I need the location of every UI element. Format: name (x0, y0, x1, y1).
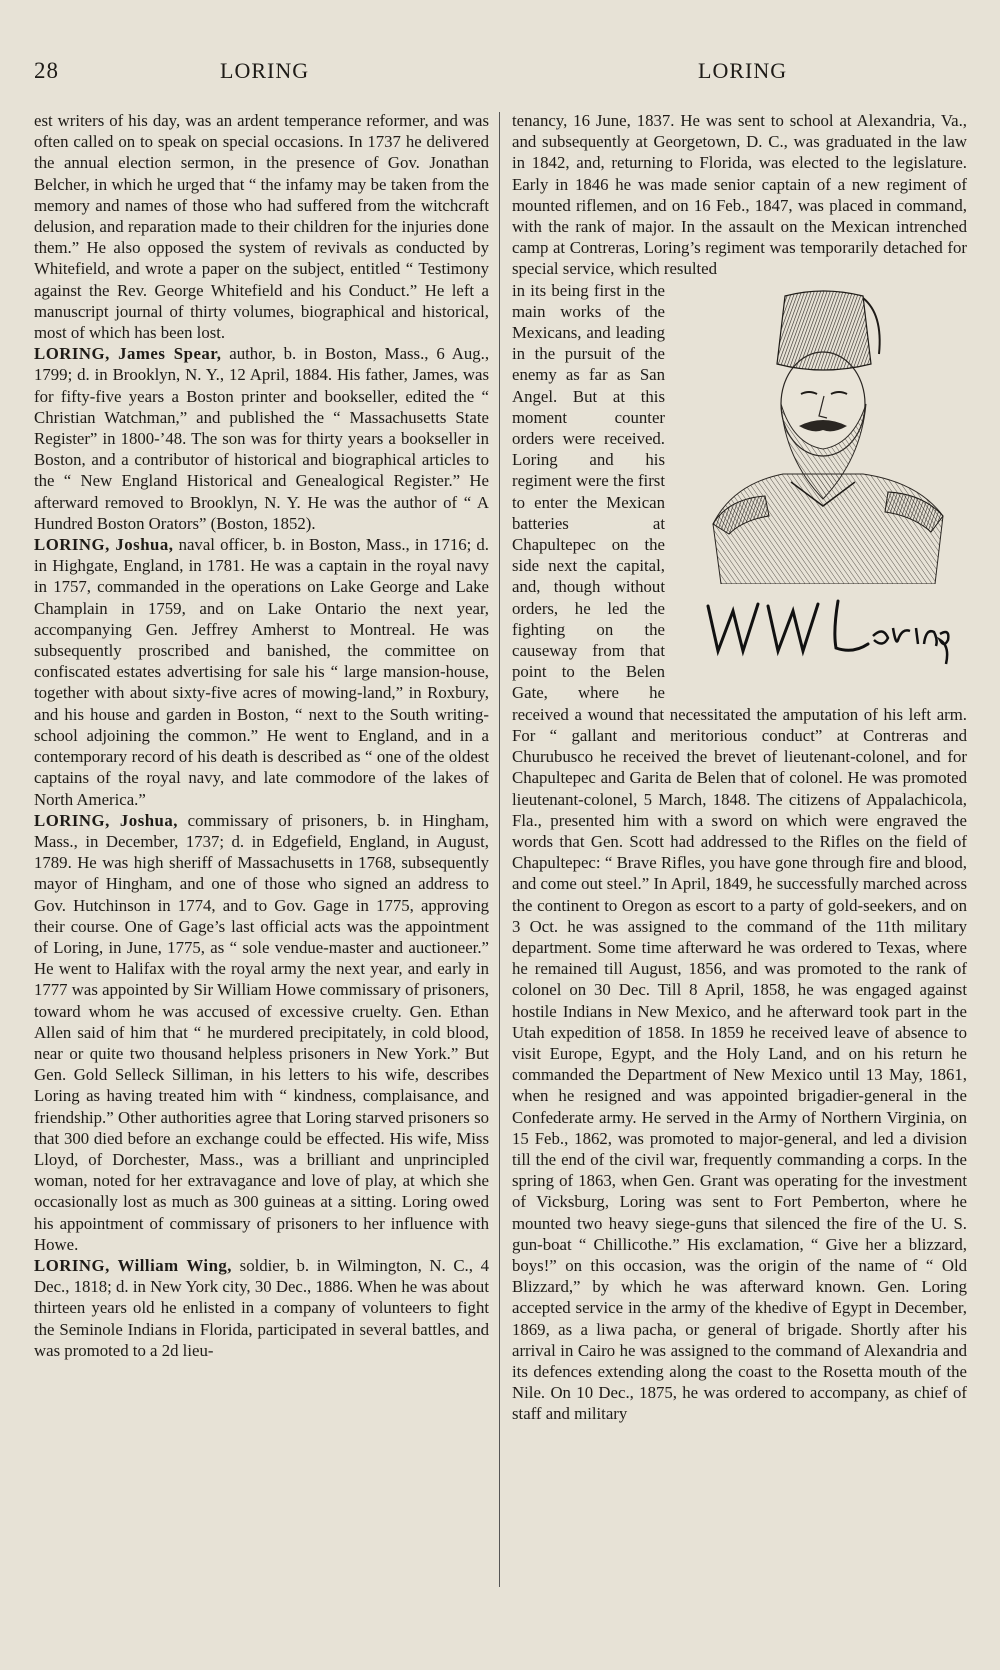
entry-james-spear-loring (34, 343, 489, 534)
left-column (34, 110, 489, 1655)
entry-text-before-portrait: tenancy, 16 June, 1837. He was sent to school at Alexandria, Va., and subsequently at Georgetown, D. C., was graduated in the law in 1842, and, returning to Florida, was elected to the legislature. Early in 1846 he was made senior captain of a new regiment of mounted riflemen, and on 16 Feb., 1847, was placed in command, with the rank of major. In the assault on the Mexican intrenched camp at Contreras, Loring’s regiment was temporarily detached for special service, which resulted (512, 111, 967, 279)
portrait-figure (673, 284, 967, 689)
column-divider (499, 112, 500, 1587)
entry-text: commissary of prisoners, b. in Hingham, Mass., in December, 1737; d. in Edgefield, England, in August, 1789. He was high sheriff of Massachusetts in 1768, subsequently mayor of Hingham, and one of those who signed an address to Gov. Hutchinson in 1774, and to Gov. Gage in 1775, approving their course. One of Gage’s last official acts was the appointment of Loring, in June, 1775, as “ sole vendue-master and auctioneer.” He went to Halifax with the royal army the next year, and early in 1777 was appointed by Sir William Howe commissary of prisoners, toward whom he was accused of excessive cruelty. Gen. Ethan Allen said of him that “ he murdered precipitately, in cold blood, near or quite two thousand helpless prisoners in New York.” But Gen. Gold Selleck Silliman, in his letters to his wife, describes Loring as having treated him with “ kindness, complaisance, and friendship.” Other authorities agree that Loring starved prisoners so that 300 died before an exchange could be effected. His wife, Miss Lloyd, of Dorchester, Mass., was a brilliant and unprincipled woman, noted for her extravagance and love of play, at which she occasionally lost as much as 300 guineas at a sitting. Loring owed his appointment of commissary of prisoners to her influence with Howe. (34, 810, 489, 1254)
entry-text: est writers of his day, was an ardent temperance reformer, and was often called on to speak on special occasions. In 1737 he delivered the annual election sermon, in the presence of Gov. Jonathan Belcher, in which he urged that “ the infamy may be taken from the memory and names of those who had suffered from the witchcraft delusion, and reparation made to their children for the injuries done them.” He also opposed the system of revivals as conducted by Whitefield, and wrote a paper on the subject, entitled “ Testimony against the Rev. George Whitefield and his Conduct.” He left a manuscript journal of thirty volumes, biographical and historical, most of which has been lost. (34, 111, 489, 343)
entry-joshua-loring-commissary (34, 810, 489, 1255)
entry-text: naval officer, b. in Boston, Mass., in 1716; d. in Highgate, England, in 1781. He was a captain in the royal navy in 1757, commanded in the operations on Lake George and Lake Champlain in 1759, and on Lake Ontario the next year, accompanying Gen. Jeffrey Amherst to Montreal. He was subsequently proscribed and banished, the committee on confiscated estates advertising for sale his “ large mansion-house, together with about sixty-five acres of mowing-land,” in Roxbury, and his house and garden in Boston, “ next to the South writing-school adjoining the common.” He went to England, and in a contemporary record of his death is described as “ one of the oldest captains of the royal navy, and late commodore of the lakes of North America.” (34, 535, 489, 809)
entry-text: author, b. in Boston, Mass., 6 Aug., 1799; d. in Brooklyn, N. Y., 12 April, 1884. His father, James, was for fifty-five years a Boston printer and bookseller, edited the “ Christian Watchman,” and published the “ Massachusetts State Register” in 1800-’48. The son was for thirty years a bookseller in Boston, and a contributor of historical and biographical articles to the “ New England Historical and Genealogical Register.” He afterward removed to Brooklyn, N. Y. He was the author of “ A Hundred Boston Orators” (Boston, 1852). (34, 344, 489, 533)
entry-joshua-loring-naval (34, 534, 489, 810)
engraved-portrait-icon (673, 284, 967, 584)
entry-headword: LORING, Joshua, (34, 810, 178, 830)
entry-text: soldier, b. in Wilmington, N. C., 4 Dec., 1818; d. in New York city, 30 Dec., 1886. When he was about thirteen years old he enlisted in a company of volunteers to fight the Seminole Indians in Florida, participated in several battles, and was promoted to a 2d lieu- (34, 1255, 489, 1360)
entry-continuation (34, 110, 489, 343)
entry-headword: LORING, James Spear, (34, 344, 222, 364)
entry-headword: LORING, Joshua, (34, 535, 174, 555)
page-number: 28 (34, 58, 59, 83)
entry-text-after-portrait: in its being first in the main works of the Mexicans, and leading in the pursuit of the enemy as far as San Angel. But at this moment counter orders were received. Loring and his regiment were the first to enter the Mexican batteries at Chapultepec on the side next the capital, and, though without orders, he led the fighting on the causeway from that point to the Belen Gate, where he received a wound that necessitated the amputation of his left arm. For “ gallant and meritorious conduct” at Contreras and Churubusco he received the brevet of lieutenant-colonel, and for Chapultepec and Garita de Belen that of colonel. He was promoted lieutenant-colonel, 5 March, 1848. The citizens of Appalachicola, Fla., presented him with a sword on which were engraved the words that Gen. Scott had addressed to the Rifles on the field of Chapultepec: “ Brave Rifles, you have gone through fire and blood, and come out steel.” In April, 1849, he successfully marched across the continent to Oregon as escort to a party of gold-seekers, and on 3 Oct. he was assigned to the command of the 11th military department. Some time afterward he was ordered to Texas, where he remained till August, 1856, and was promoted to the rank of colonel on 30 Dec. Till 8 April, 1858, he was engaged against hostile Indians in New Mexico, and he afterward took part in the Utah expedition of 1858. In 1859 he received leave of absence to visit Europe, Egypt, and the Holy Land, and on his return he commanded the Department of New Mexico until 13 May, 1861, when he resigned and was appointed brigadier-general in the Confederate army. He served in the Army of Northern Virginia, on 15 Feb., 1862, was promoted to major-general, and led a division till the end of the civil war, frequently commanding a corps. In the spring of 1863, when Gen. Grant was operating for the investment of Vicksburg, Loring was sent to Fort Pemberton, where he mounted two heavy siege-guns that silenced the fire of the U. S. gun-boat “ Chillicothe.” His exclamation, “ Give her a blizzard, boys!” on this occasion, was the origin of the name of “ Old Blizzard,” by which he was afterward known. Gen. Loring accepted service in the army of the khedive of Egypt in December, 1869, as a liwa pacha, or general of brigade. Shortly after his arrival in Cairo he was assigned to the command of Alexandria and its defences extending along the coast to the Rosetta mouth of the Nile. On 10 Dec., 1875, he was ordered to accompany, as chief of staff and military (512, 280, 967, 1424)
right-running-title: LORING (698, 58, 788, 83)
running-head (30, 58, 960, 92)
left-running-title: LORING (220, 58, 310, 83)
entry-william-wing-loring (34, 1255, 489, 1361)
right-column (512, 110, 967, 1655)
entry-headword: LORING, William Wing, (34, 1255, 233, 1275)
signature (688, 576, 958, 666)
